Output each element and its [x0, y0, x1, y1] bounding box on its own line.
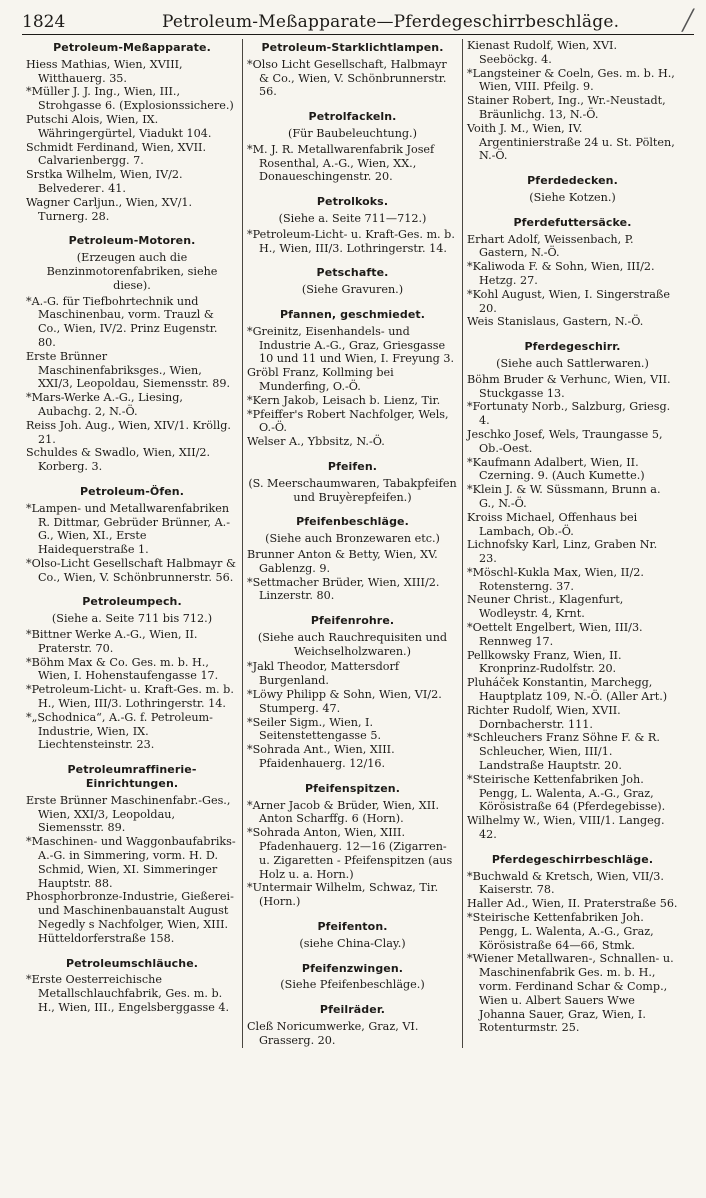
directory-entry: *Olso-Licht Gesellschaft Halbmayr & Co., Wien, V. Schönbrunnerstr. 56.: [26, 556, 236, 584]
section-note: (Siehe a. Seite 711—712.): [278, 211, 427, 225]
section-heading: Pfeifenspitzen.: [305, 781, 400, 795]
column-2: [242, 39, 462, 1048]
directory-entry: Gröbl Franz, Kollming bei Munderfing, O.-Ö.: [247, 366, 394, 393]
directory-entry: *Wiener Metallwaren-, Schnallen- u. Maschinenfabrik Ges. m. b. H., vorm. Ferdinand Schar & Comp., Wien u. Albert Sauers Wwe Johanna Sauer, Graz, Wien, I. Rotenturmstr. 25.: [467, 952, 674, 1035]
directory-entry: Neuner Christ., Klagenfurt, Wodleystr. 4, Krnt.: [467, 593, 624, 621]
section-heading: Petrolkoks.: [316, 195, 389, 209]
section: [26, 485, 238, 585]
directory-entry: Cleß Noricumwerke, Graz, VI. Grasserg. 20.: [247, 1020, 419, 1047]
directory-entry: *Müller J. J. Ing., Wien, III., Strohgasse 6. (Explosionssichere.): [26, 85, 234, 113]
directory-entry: *A.-G. für Tiefbohrtechnik und Maschinenbau, vorm. Trauzl & Co., Wien, IV/2. Prinz Eugenstr. 80.: [26, 294, 218, 349]
directory-entry: Erste Brünner Maschinenfabr.-Ges., Wien, XXI/3, Leopoldau, Siemensstr. 89.: [26, 793, 231, 835]
directory-entry: *Seiler Sigm., Wien, I. Seitenstettengasse 5.: [247, 715, 382, 743]
directory-entry: Erste Brünner Maschinenfabriksges., Wien, XXI/3, Leopoldau, Siemensstr. 89.: [26, 349, 231, 391]
directory-entry: *Oettelt Engelbert, Wien, III/3. Rennweg 17.: [467, 621, 643, 648]
section-heading: Petroleum-Motoren.: [68, 234, 196, 248]
directory-entry: Erhart Adolf, Weissenbach, P. Gastern, N.-Ö.: [467, 232, 634, 260]
directory-entry: *Löwy Philipp & Sohn, Wien, VI/2. Stumperg. 47.: [247, 688, 442, 715]
directory-entry: *Lampen- und Metallwarenfabriken R. Dittmar, Gebrüder Brünner, A.-G., Wien, XI., Erste Haidequerstraße 1.: [26, 501, 230, 557]
directory-entry: Phosphorbronze-Industrie, Gießerei- und Maschinenbauanstalt August Negedly s Nachfolger, Wien, XIII. Hütteldorferstraße 158.: [26, 890, 234, 945]
section-heading: Petroleumraffinerie-Einrichtungen.: [67, 763, 197, 791]
section: [247, 920, 458, 951]
section-heading: Pferdegeschirr.: [524, 340, 621, 354]
running-title: Petroleum-Meßapparate—Pferdegeschirrbeschläge.: [162, 12, 620, 32]
page-number: 1824: [22, 12, 66, 32]
section-heading: Pfeifenzwingen.: [301, 961, 404, 975]
directory-entry: *Olso Licht Gesellschaft, Halbmayr & Co., Wien, V. Schönbrunnerstr. 56.: [247, 57, 447, 99]
section-heading: Pferdefuttersäcke.: [513, 215, 632, 229]
section-note: (Erzeugen auch die Benzinmotorenfabriken, siehe diese).: [46, 251, 218, 292]
section-note: (Siehe Gravuren.): [301, 283, 404, 297]
section-heading: Pfeifenton.: [317, 920, 388, 934]
section: [26, 763, 238, 945]
directory-entry: *Steirische Kettenfabriken Joh. Pengg, L. Walenta, A.-G., Graz, Körösistraße 64 (Pferdegebisse).: [467, 772, 666, 814]
section: [247, 460, 458, 504]
section: [247, 308, 458, 449]
section-note: (Siehe Pfeifenbeschläge.): [280, 978, 425, 992]
section-heading: Petroleumschläuche.: [65, 956, 199, 970]
directory-entry: Kienast Rudolf, Wien, XVI. Seeböckg. 4.: [467, 39, 618, 66]
directory-entry: *Langsteiner & Coeln, Ges. m. b. H., Wien, VIII. Pfeilg. 9.: [467, 66, 675, 94]
directory-entry: Srstka Wilhelm, Wien, IV/2. Belvederег. 41.: [26, 168, 183, 195]
directory-entry: Pellkowsky Franz, Wien, II. Kronprinz-Rudolfstr. 20.: [467, 648, 622, 676]
section-heading: Petroleumpech.: [82, 595, 182, 609]
section-heading: Petrolfackeln.: [308, 110, 397, 124]
directory-entry: *Petroleum-Licht- u. Kraft-Ges. m. b. H., Wien, III/3. Lothringerstr. 14.: [26, 683, 234, 711]
section: [26, 957, 238, 1015]
directory-entry: *Maschinen- und Waggonbaufabriks-A.-G. in Simmering, vorm. H. D. Schmid, Wien, XI. Simmeringer Hauptstr. 88.: [26, 835, 236, 890]
directory-entry: Haller Ad., Wien, II. Praterstraße 56.: [467, 897, 678, 911]
section: [467, 340, 678, 842]
directory-entry: *Untermair Wilhelm, Schwaz, Tir. (Horn.): [247, 881, 439, 909]
section-note: (Für Baubeleuchtung.): [288, 126, 417, 140]
directory-entry: *Kaufmann Adalbert, Wien, II. Czerning. 9. (Auch Kumette.): [467, 455, 645, 483]
directory-entry: Putschi Alois, Wien, IX. Währingergürtel, Viadukt 104.: [26, 112, 212, 140]
section-note: (Siehe Kotzen.): [529, 190, 616, 204]
section-heading: Petroleum-Starklichtlampen.: [261, 41, 444, 54]
directory-entry: *Mars-Werke A.-G., Liesing, Aubachg. 2, N.-Ö.: [26, 391, 183, 418]
directory-entry: Jeschko Josef, Wels, Traungasse 5, Ob.-Oest.: [467, 427, 663, 455]
section: [247, 515, 458, 603]
directory-entry: Welser A., Ybbsitz, N.-Ö.: [247, 435, 385, 449]
directory-entry: *Pfeiffer's Robert Nachfolger, Wels, O.-Ö.: [247, 407, 449, 435]
directory-entry: Stainer Robert, Ing., Wr.-Neustadt, Bräunlichg. 13, N.-Ö.: [467, 94, 666, 121]
directory-entry: *Steirische Kettenfabriken Joh. Pengg, L. Walenta, A.-G., Graz, Körösistraße 64—66, Stmk.: [467, 911, 654, 952]
section: [247, 962, 458, 993]
section-heading: Pfeilräder.: [319, 1003, 386, 1017]
directory-entry: *„Schodnica“, A.-G. f. Petroleum-Industrie, Wien, IX. Liechtensteinstr. 23.: [26, 710, 213, 752]
section: [467, 174, 678, 205]
directory-entry: *Greinitz, Eisenhandels- und Industrie A.-G., Graz, Griesgasse 10 und 11 und Wien, I. Freyung 3.: [247, 324, 455, 366]
directory-entry: Schmidt Ferdinand, Wien, XVII. Calvarienbergg. 7.: [26, 140, 207, 168]
directory-entry: *Settmacher Brüder, Wien, XIII/2. Linzerstr. 80.: [247, 575, 440, 603]
section: [247, 41, 458, 99]
directory-entry: Richter Rudolf, Wien, XVII. Dornbacherstr. 111.: [467, 703, 621, 731]
section-heading: Petschafte.: [316, 266, 389, 280]
section: [26, 595, 238, 752]
directory-entry: *Böhm Max & Co. Ges. m. b. H., Wien, I. Hohenstaufengasse 17.: [26, 655, 219, 683]
section-note: (S. Meerschaumwaren, Tabakpfeifen und Bruyèrepfeifen.): [248, 476, 457, 504]
section-heading: Pfeifenrohre.: [310, 614, 395, 628]
directory-entry: Kroiss Michael, Offenhaus bei Lambach, Ob.-Ö.: [467, 510, 638, 538]
section-heading: Pfannen, geschmiedet.: [279, 307, 426, 321]
column-1: [22, 39, 242, 1048]
section: [26, 41, 238, 223]
page-header: [22, 8, 694, 35]
directory-entry: *Klein J. & W. Süssmann, Brunn a. G., N.-Ö.: [467, 483, 661, 510]
directory-entry: *Petroleum-Licht- u. Kraft-Ges. m. b. H., Wien, III/3. Lothringerstr. 14.: [247, 227, 455, 255]
section: [467, 853, 678, 1035]
section: [247, 195, 458, 255]
section: [467, 216, 678, 329]
section-heading: Petroleum-Öfen.: [80, 484, 184, 498]
directory-entry: Böhm Bruder & Verhunc, Wien, VII. Stuckgasse 13.: [467, 372, 671, 400]
directory-entry: Wagner Carljun., Wien, XV/1. Turnerg. 28.: [26, 195, 193, 223]
directory-entry: Schuldes & Swadlo, Wien, XII/2. Korberg. 3.: [26, 446, 211, 474]
directory-entry: Pluháček Konstantin, Marchegg, Hauptplatz 109, N.-Ö. (Aller Art.): [467, 676, 668, 704]
section: [26, 234, 238, 474]
section: [247, 782, 458, 909]
directory-entry: *Buchwald & Kretsch, Wien, VII/3. Kaiserstr. 78.: [467, 869, 664, 897]
directory-entry: *Sohrada Anton, Wien, XIII. Pfadenhauerg. 12—16 (Zigarren- u. Zigaretten - Pfeifenspitzen (aus Holz u. a. Horn.): [247, 826, 453, 881]
directory-entry: Voith J. M., Wien, IV. Argentinierstraße 24 u. St. Pölten, N.-Ö.: [467, 121, 675, 163]
directory-entry: Hiess Mathias, Wien, XVIII, Witthauerg. 35.: [26, 57, 183, 85]
directory-entry: *Bittner Werke A.-G., Wien, II. Praterstr. 70.: [26, 628, 198, 655]
section-note: (Siehe auch Rauchrequisiten und Weichselholzwaren.): [257, 630, 448, 658]
section-heading: Pfeifen.: [327, 459, 378, 473]
directory-entry: *Möschl-Kukla Max, Wien, II/2. Rotensterng. 37.: [467, 565, 644, 593]
directory-entry: *Erste Oesterreichische Metallschlauchfabrik, Ges. m. b. H., Wien, III., Engelsberggasse 4.: [26, 973, 230, 1014]
directory-entry: Wilhelmy W., Wien, VIII/1. Langeg. 42.: [467, 814, 665, 842]
section-note: (siehe China-Clay.): [299, 936, 406, 950]
directory-entry: *Kohl August, Wien, I. Singerstraße 20.: [467, 287, 671, 315]
section-note: (Siehe auch Bronzewaren etc.): [265, 532, 440, 546]
directory-entry: Reiss Joh. Aug., Wien, XIV/1. Kröllg. 21.: [26, 418, 231, 446]
directory-entry: Brunner Anton & Betty, Wien, XV. Gablenzg. 9.: [247, 547, 438, 575]
section-note: (Siehe auch Sattlerwaren.): [496, 356, 649, 370]
section-heading: Pfeifenbeschläge.: [296, 515, 409, 529]
section: [247, 1003, 458, 1047]
section: [247, 266, 458, 297]
section-note: (Siehe a. Seite 711 bis 712.): [51, 612, 213, 626]
directory-entry: *M. J. R. Metallwarenfabrik Josef Rosenthal, A.-G., Wien, XX., Donaueschingenstr. 20.: [247, 142, 435, 184]
column-3: [462, 39, 682, 1048]
section: [247, 614, 458, 771]
section-heading: Pferdedecken.: [527, 174, 618, 188]
directory-entry: *Sohrada Ant., Wien, XIII. Pfaidenhauerg. 12/16.: [247, 743, 395, 771]
directory-entry: *Fortunaty Norb., Salzburg, Griesg. 4.: [467, 400, 671, 428]
columns: [22, 39, 694, 1048]
directory-entry: Weis Stanislaus, Gastern, N.-Ö.: [467, 315, 644, 329]
directory-entry: *Kaliwoda F. & Sohn, Wien, III/2. Hetzg. 27.: [467, 260, 655, 287]
directory-entry: *Kern Jakob, Leisach b. Lienz, Tir.: [247, 393, 441, 407]
section-heading: Petroleum-Meßapparate.: [53, 41, 211, 54]
directory-entry: *Jakl Theodor, Mattersdorf Burgenland.: [247, 660, 400, 688]
directory-entry: Lichnofsky Karl, Linz, Graben Nr. 23.: [467, 538, 658, 566]
section: [467, 39, 678, 163]
section-heading: Pferdegeschirrbeschläge.: [491, 852, 654, 866]
directory-entry: *Schleuchers Franz Söhne F. & R. Schleucher, Wien, III/1. Landstraße Hauptstr. 20.: [467, 731, 660, 773]
directory-entry: *Arner Jacob & Brüder, Wien, XII. Anton Scharffg. 6 (Horn).: [247, 798, 440, 826]
slash-mark-icon: ╱: [681, 8, 694, 32]
section: [247, 110, 458, 184]
